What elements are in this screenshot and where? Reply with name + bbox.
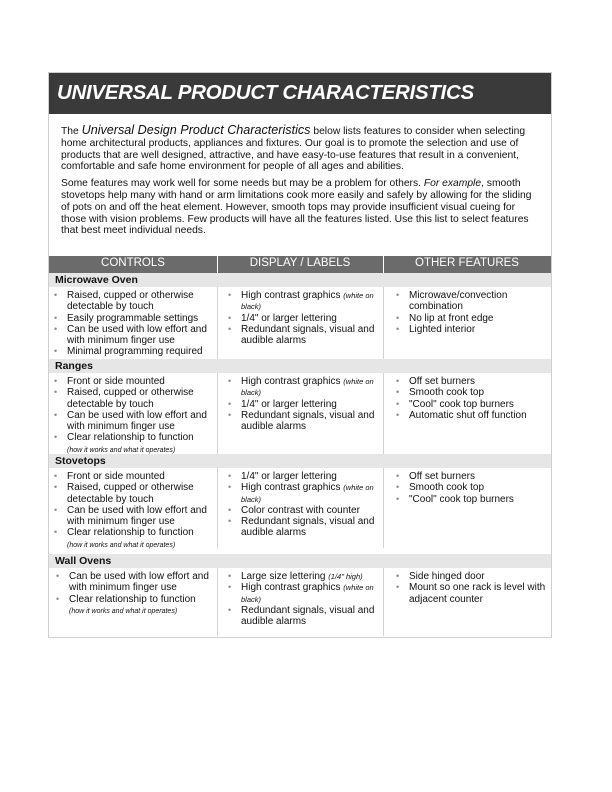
column-divider: [383, 568, 384, 636]
list-item: • Raised, cupped or otherwise detectable by touch: [49, 290, 217, 313]
list-item: • Minimal programming required: [49, 346, 217, 357]
list-item: • Smooth cook top: [391, 387, 551, 398]
intro-p2-lead: Some features may work well for some needs but may be a problem for others.: [61, 178, 424, 190]
list-item: • Color contrast with counter: [223, 505, 383, 516]
column-divider: [217, 287, 218, 359]
list-item: • Off set burners: [391, 376, 551, 387]
list-item: • Can be used with low effort and with minimum finger use: [51, 571, 217, 594]
list-item: • Redundant signals, visual and audible alarms: [223, 516, 383, 539]
item-note: (how it works and what it operates): [67, 446, 176, 454]
item-note: (white on black): [241, 377, 374, 398]
list-item: • Raised, cupped or otherwise detectable by touch: [49, 387, 217, 410]
intro-text: [61, 125, 541, 242]
list-item: • 1/4" or larger lettering: [223, 399, 383, 410]
stovetops-display: [223, 471, 383, 539]
intro-brand-name: Universal Design Product Characteristics: [81, 123, 311, 137]
ranges-other: [391, 376, 551, 421]
item-note: (how it works and what it operates): [67, 541, 176, 549]
column-divider: [217, 468, 218, 548]
item-text: Clear relationship to function: [69, 593, 196, 605]
list-item: [223, 482, 383, 505]
wall-ovens-display: [223, 571, 383, 627]
column-divider: [217, 373, 218, 454]
intro-p1-lead: The: [61, 126, 82, 137]
list-item: • Easily programmable settings: [49, 313, 217, 324]
stovetops-other: [391, 471, 551, 505]
section-microwave-oven: Microwave Oven: [49, 273, 551, 287]
list-item: [223, 571, 383, 582]
list-item: [49, 527, 217, 551]
microwave-display: [223, 290, 383, 346]
intro-p1-body: below lists features to consider when selecting home architectural products, appliances and fixtures. Our goal is to promote the selection and use of products that are well designed, attractive, and have easy-to-use features that result in a convenient, comfortable and safe home environment for people of all ages and abilities.: [61, 126, 526, 173]
list-item: • Automatic shut off function: [391, 410, 551, 421]
item-text: Clear relationship to function: [67, 527, 194, 539]
intro-paragraph-2: [61, 178, 541, 237]
wall-ovens-other: [391, 571, 551, 605]
item-note: (white on black): [241, 483, 374, 504]
item-text: High contrast graphics: [241, 482, 344, 494]
item-note: (1/4" high): [328, 572, 363, 581]
list-item: • "Cool" cook top burners: [391, 494, 551, 505]
list-item: • Off set burners: [391, 471, 551, 482]
list-item: • Lighted interior: [391, 324, 551, 335]
item-text: High contrast graphics: [241, 376, 344, 387]
intro-example: For example: [423, 178, 482, 190]
table-header: [49, 256, 551, 273]
column-divider: [383, 468, 384, 548]
list-item: • "Cool" cook top burners: [391, 399, 551, 410]
item-text: Large size lettering: [241, 571, 329, 582]
item-note: (how it works and what it operates): [69, 607, 178, 615]
intro-paragraph-1: [61, 125, 541, 173]
list-item: • No lip at front edge: [391, 313, 551, 324]
header-controls: CONTROLS: [101, 257, 165, 269]
list-item: • Front or side mounted: [49, 471, 217, 482]
column-divider: [217, 568, 218, 636]
title-banner: [49, 73, 551, 114]
document-frame: [48, 72, 552, 638]
header-display-labels: DISPLAY / LABELS: [249, 257, 351, 269]
list-item: • Can be used with low effort and with minimum finger use: [49, 410, 217, 433]
list-item: • Redundant signals, visual and audible alarms: [223, 324, 383, 347]
item-text: High contrast graphics: [241, 290, 344, 301]
list-item: • Raised, cupped or otherwise detectable by touch: [49, 482, 217, 505]
list-item: [223, 290, 383, 313]
section-ranges: Ranges: [49, 359, 551, 373]
list-item: • Side hinged door: [391, 571, 551, 582]
list-item: • Smooth cook top: [391, 482, 551, 493]
column-divider: [383, 287, 384, 359]
list-item: • 1/4" or larger lettering: [223, 313, 383, 324]
stovetops-controls: [49, 471, 217, 551]
list-item: [49, 432, 217, 456]
microwave-other: [391, 290, 551, 335]
list-item: • 1/4" or larger lettering: [223, 471, 383, 482]
list-item: • Redundant signals, visual and audible alarms: [223, 410, 383, 433]
column-divider: [383, 373, 384, 454]
wall-ovens-controls: [51, 571, 217, 617]
list-item: • Front or side mounted: [49, 376, 217, 387]
list-item: • Can be used with low effort and with minimum finger use: [49, 505, 217, 528]
ranges-controls: [49, 376, 217, 456]
list-item: • Can be used with low effort and with minimum finger use: [49, 324, 217, 347]
intro-p2-body: , smooth stovetops help many with hand or arm limitations cook more easily and safely by allowing for the sliding of pots on and off the heat element. However, smooth tops may provide insufficient visual cueing for those with vision problems. Few products will have all the features listed. Use this list to select features that best meet individual needs.: [61, 178, 532, 237]
list-item: [51, 594, 217, 618]
section-stovetops: Stovetops: [49, 454, 551, 468]
section-wall-ovens: Wall Ovens: [49, 554, 551, 568]
list-item: [223, 582, 383, 605]
list-item: • Microwave/convection combination: [391, 290, 551, 313]
item-text: Clear relationship to function: [67, 432, 194, 444]
item-note: (white on black): [241, 583, 374, 604]
ranges-display: [223, 376, 383, 432]
page-title: UNIVERSAL PRODUCT CHARACTERISTICS: [57, 81, 474, 104]
list-item: [223, 376, 383, 399]
list-item: • Redundant signals, visual and audible alarms: [223, 605, 383, 628]
item-text: High contrast graphics: [241, 582, 344, 594]
microwave-controls: [49, 290, 217, 358]
header-other-features: OTHER FEATURES: [415, 257, 519, 269]
item-note: (white on black): [241, 291, 374, 312]
list-item: • Mount so one rack is level with adjacent counter: [391, 582, 551, 605]
